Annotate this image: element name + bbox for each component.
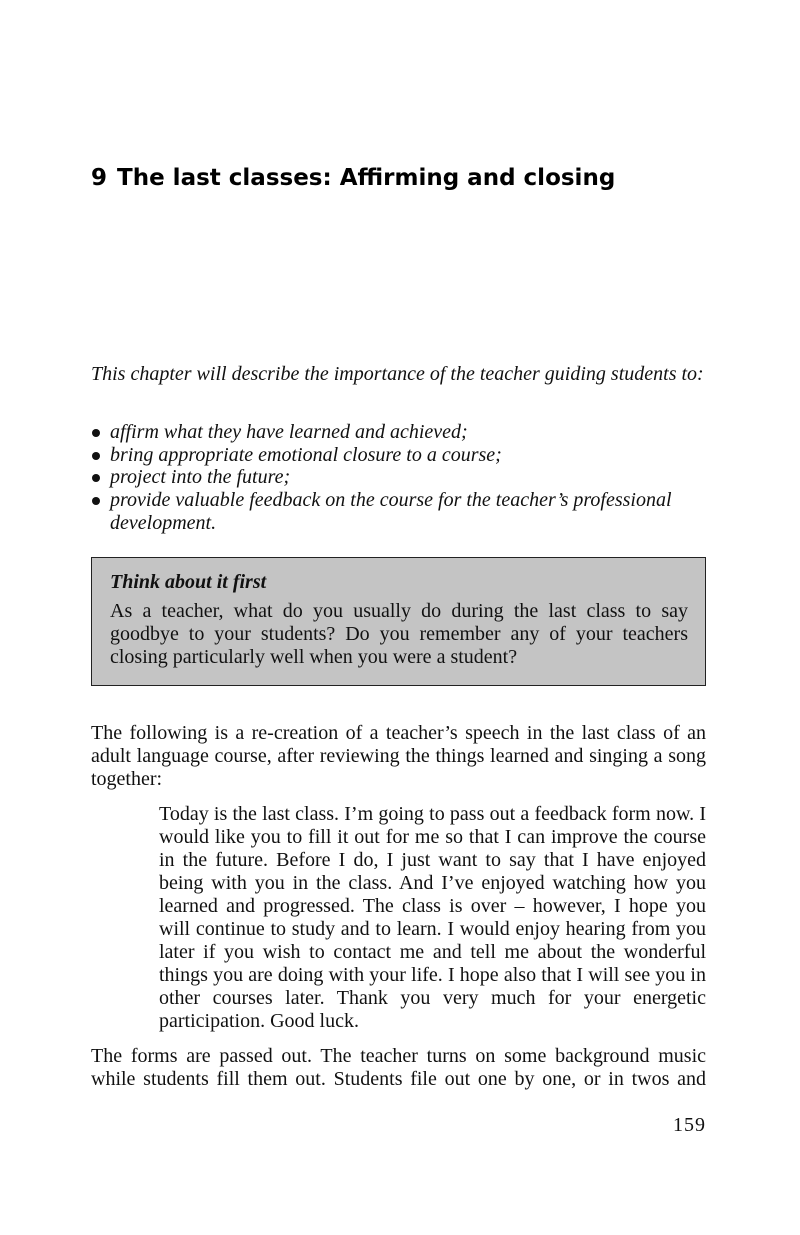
page-number: 159 [673,1114,706,1136]
list-item [91,466,706,489]
chapter-title [91,165,615,191]
objective-text: project into the future; [110,466,291,489]
body-paragraph: The forms are passed out. The teacher turns on some background music while students fill them out. Students file out one by one, or in twos and [91,1045,706,1090]
list-item [91,444,706,467]
bullet-icon [92,497,100,505]
bullet-icon [92,474,100,482]
bullet-icon [92,429,100,437]
body-paragraph: The following is a re-creation of a teacher’s speech in the last class of an adult language course, after reviewing the things learned and singing a song together: [91,722,706,790]
objective-text: bring appropriate emotional closure to a course; [110,443,502,466]
bullet-icon [92,452,100,460]
objective-text: affirm what they have learned and achieved; [110,421,468,443]
chapter-title-text: The last classes: Affirming and closing [117,165,616,191]
chapter-number: 9 [91,165,108,191]
think-about-it-box [91,557,706,686]
list-item [91,421,706,444]
objective-text: provide valuable feedback on the course for the teacher’s professional development. [110,489,672,534]
think-box-heading: Think about it first [110,571,267,593]
speech-quote: Today is the last class. I’m going to pass out a feedback form now. I would like you to fill it out for me so that I can improve the course in the future. Before I do, I just want to say that I have enjoyed being with you in the class. And I’ve enjoyed watching how you learned and progressed. The class is over – however, I hope you will continue to study and to learn. I would enjoy hearing from you later if you wish to contact me and tell me about the wonderful things you are doing with your life. I hope also that I will see you in other courses later. Thank you very much for your energetic participation. Good luck. [159,803,706,1032]
chapter-intro: This chapter will describe the importance of the teacher guiding students to: [91,363,704,385]
list-item [91,489,706,534]
think-box-body: As a teacher, what do you usually do during the last class to say goodbye to your students? Do you remember any of your teachers closing particularly well when you were a student? [110,600,688,668]
objectives-list [91,421,706,535]
